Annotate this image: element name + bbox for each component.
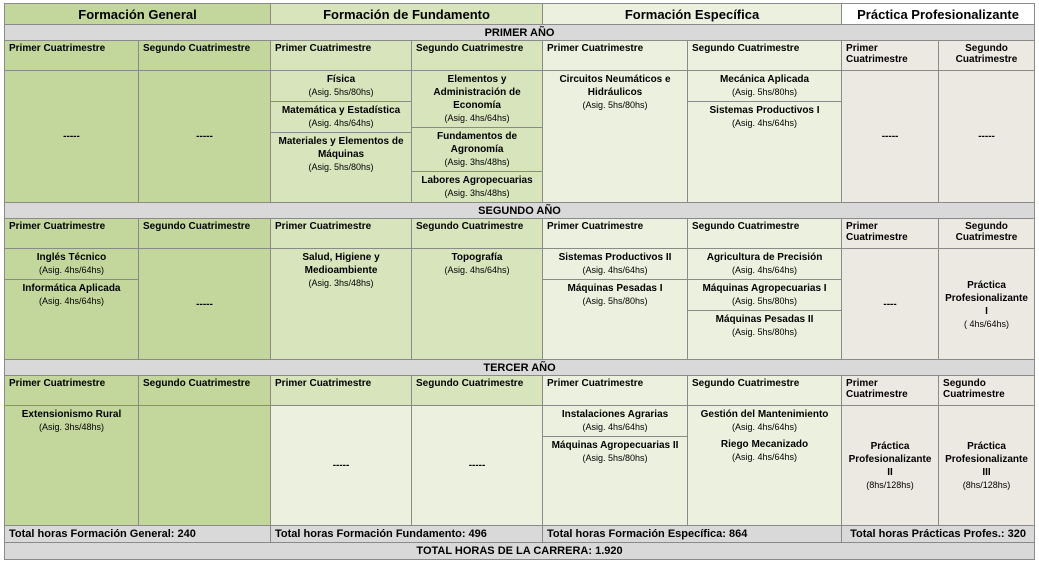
subject-hours: (Asig. 5hs/80hs) <box>582 100 648 110</box>
semester-label: Segundo Cuatrimestre <box>688 41 842 71</box>
subject-name: Física <box>326 74 356 85</box>
subjects-cell <box>543 249 688 360</box>
subject-hours: (Asig. 4hs/64hs) <box>582 265 648 275</box>
subject-hours: (Asig. 5hs/80hs) <box>732 327 798 337</box>
subject-hours: (Asig. 4hs/64hs) <box>38 296 105 306</box>
semester-row-tercer <box>5 376 1035 406</box>
semester-label-line: Cuatrimestre <box>943 389 1005 400</box>
subjects-cell <box>543 406 688 526</box>
semester-label: Primer Cuatrimestre <box>271 219 412 249</box>
semester-label <box>939 219 1035 249</box>
header-practica-profesionalizante: Práctica Profesionalizante <box>842 4 1035 25</box>
semester-label <box>842 41 939 71</box>
subject-name: Circuitos Neumáticos e Hidráulicos <box>559 74 671 98</box>
subject-item <box>5 280 138 310</box>
practica-line: Profesionalizante <box>945 454 1028 465</box>
practica-line: Práctica <box>967 441 1006 452</box>
year-label-segundo: SEGUNDO AÑO <box>5 203 1035 219</box>
subject-hours: (Asig. 4hs/64hs) <box>444 265 510 275</box>
empty-cell <box>139 406 271 526</box>
subject-hours: (Asig. 4hs/64hs) <box>732 452 798 462</box>
semester-label-line: Cuatrimestre <box>955 54 1018 65</box>
semester-label: Primer Cuatrimestre <box>271 376 412 406</box>
semester-label: Primer Cuatrimestre <box>543 376 688 406</box>
subjects-cell <box>5 406 139 526</box>
curriculum-table-container <box>4 3 1034 560</box>
practica-line: II <box>887 467 893 478</box>
subject-hours: (Asig. 4hs/64hs) <box>732 265 798 275</box>
subject-name: Materiales y Elementos de Máquinas <box>278 136 404 160</box>
empty-cell: ----- <box>842 71 939 203</box>
subject-item <box>688 249 841 280</box>
header-formacion-especifica: Formación Específica <box>543 4 842 25</box>
subject-item <box>688 280 841 311</box>
subject-item <box>412 172 542 202</box>
empty-cell: ----- <box>412 406 543 526</box>
practica-line: I <box>985 305 988 317</box>
practica-line: Práctica <box>967 279 1006 291</box>
subjects-row-primer <box>5 71 1035 203</box>
subject-item <box>543 280 687 310</box>
year-row-tercer <box>5 360 1035 376</box>
subjects-row-tercer <box>5 406 1035 526</box>
year-row-segundo <box>5 203 1035 219</box>
header-row <box>5 4 1035 25</box>
semester-label-line: Cuatrimestre <box>846 232 908 243</box>
semester-label: Primer Cuatrimestre <box>271 41 412 71</box>
subject-name: Informática Aplicada <box>22 283 121 294</box>
semester-label <box>939 41 1035 71</box>
subject-name: Matemática y Estadística <box>281 105 401 116</box>
subject-item <box>688 71 841 102</box>
subject-item <box>271 71 411 102</box>
subject-item <box>688 406 841 436</box>
subject-item <box>688 436 841 466</box>
subject-name: Labores Agropecuarias <box>421 175 533 186</box>
subject-item <box>543 249 687 280</box>
semester-label: Segundo Cuatrimestre <box>688 376 842 406</box>
subject-name: Inglés Técnico <box>36 252 107 263</box>
subjects-row-segundo <box>5 249 1035 360</box>
subject-item <box>412 249 542 279</box>
semester-label: Primer Cuatrimestre <box>5 41 139 71</box>
subject-hours: (Asig. 4hs/64hs) <box>582 422 648 432</box>
subject-name: Mecánica Aplicada <box>719 74 810 85</box>
semester-row-primer <box>5 41 1035 71</box>
subject-item <box>688 102 841 132</box>
semester-label-line: Primer <box>846 378 878 389</box>
semester-label <box>842 219 939 249</box>
semester-label-line: Primer <box>846 43 878 54</box>
subject-name: Fundamentos de Agronomía <box>437 131 518 155</box>
semester-label-line: Cuatrimestre <box>846 389 908 400</box>
subject-item <box>271 249 411 292</box>
semester-label: Segundo Cuatrimestre <box>412 41 543 71</box>
subject-hours: (Asig. 3hs/48hs) <box>308 278 374 288</box>
subject-hours: (Asig. 4hs/64hs) <box>308 118 374 128</box>
total-practicas: Total horas Prácticas Profes.: 320 <box>842 526 1035 543</box>
subject-hours: (Asig. 3hs/48hs) <box>38 422 105 432</box>
semester-label <box>842 376 939 406</box>
practica-line: Profesionalizante <box>848 454 932 465</box>
practica-hours: (8hs/128hs) <box>866 480 914 490</box>
semester-label-line: Cuatrimestre <box>846 54 908 65</box>
subject-hours: (Asig. 3hs/48hs) <box>444 157 510 167</box>
final-total-row <box>5 543 1035 560</box>
subject-name: Gestión del Mantenimiento <box>700 409 829 420</box>
subject-item <box>5 406 138 436</box>
semester-label: Segundo Cuatrimestre <box>139 376 271 406</box>
semester-label-line: Segundo <box>965 43 1008 54</box>
subjects-cell <box>688 249 842 360</box>
subjects-cell <box>543 71 688 203</box>
semester-label: Segundo Cuatrimestre <box>688 219 842 249</box>
subject-item <box>543 71 687 114</box>
subjects-cell <box>5 249 139 360</box>
subject-item <box>5 249 138 280</box>
subject-hours: (Asig. 5hs/80hs) <box>582 453 648 463</box>
subjects-cell <box>688 406 842 526</box>
subject-name: Riego Mecanizado <box>720 439 809 450</box>
subjects-cell <box>271 249 412 360</box>
empty-cell: ----- <box>139 249 271 360</box>
practica-line: III <box>982 467 991 478</box>
practica-line: Profesionalizante <box>945 292 1028 304</box>
subject-hours: (Asig. 5hs/80hs) <box>308 162 374 172</box>
header-formacion-general: Formación General <box>5 4 271 25</box>
semester-label-line: Primer <box>846 221 878 232</box>
semester-label-line: Cuatrimestre <box>955 232 1018 243</box>
subject-item <box>543 437 687 467</box>
semester-label: Primer Cuatrimestre <box>543 219 688 249</box>
semester-label: Segundo Cuatrimestre <box>139 41 271 71</box>
total-general: Total horas Formación General: 240 <box>5 526 271 543</box>
semester-label: Primer Cuatrimestre <box>5 219 139 249</box>
total-fundamento: Total horas Formación Fundamento: 496 <box>271 526 543 543</box>
semester-label: Segundo Cuatrimestre <box>412 219 543 249</box>
year-label-primer: PRIMER AÑO <box>5 25 1035 41</box>
semester-label: Primer Cuatrimestre <box>5 376 139 406</box>
subject-name: Máquinas Agropecuarias II <box>551 440 679 451</box>
header-formacion-fundamento: Formación de Fundamento <box>271 4 543 25</box>
subject-name: Agricultura de Precisión <box>706 252 823 263</box>
semester-label-line: Segundo <box>943 378 986 389</box>
semester-label: Segundo Cuatrimestre <box>412 376 543 406</box>
subject-hours: (Asig. 4hs/64hs) <box>38 265 105 275</box>
semester-label: Segundo Cuatrimestre <box>139 219 271 249</box>
semester-row-segundo <box>5 219 1035 249</box>
empty-cell: ----- <box>5 71 139 203</box>
subject-hours: (Asig. 4hs/64hs) <box>732 118 798 128</box>
practica-cell <box>842 406 939 526</box>
subject-item <box>688 311 841 341</box>
subject-item <box>271 133 411 176</box>
subjects-cell <box>688 71 842 203</box>
semester-label-line: Segundo <box>965 221 1008 232</box>
subjects-cell <box>271 71 412 203</box>
totals-row <box>5 526 1035 543</box>
practica-cell <box>939 406 1035 526</box>
curriculum-table <box>4 3 1035 560</box>
subjects-cell <box>412 71 543 203</box>
practica-line: Práctica <box>870 441 910 452</box>
subject-hours: (Asig. 3hs/48hs) <box>444 188 510 198</box>
empty-cell: ----- <box>271 406 412 526</box>
subject-hours: (Asig. 5hs/80hs) <box>582 296 648 306</box>
year-row-primer <box>5 25 1035 41</box>
total-carrera: TOTAL HORAS DE LA CARRERA: 1.920 <box>5 543 1035 560</box>
subject-item <box>412 71 542 128</box>
subject-name: Topografía <box>451 252 503 263</box>
empty-cell: ---- <box>842 249 939 360</box>
subject-item <box>543 406 687 437</box>
subject-name: Extensionismo Rural <box>21 409 122 420</box>
subject-name: Sistemas Productivos II <box>558 252 672 263</box>
subject-item <box>271 102 411 133</box>
subject-hours: (Asig. 4hs/64hs) <box>444 113 510 123</box>
subject-name: Máquinas Pesadas I <box>567 283 663 294</box>
practica-hours: (8hs/128hs) <box>962 480 1011 490</box>
empty-cell: ----- <box>139 71 271 203</box>
practica-cell <box>939 249 1035 360</box>
year-label-tercer: TERCER AÑO <box>5 360 1035 376</box>
subject-name: Instalaciones Agrarias <box>561 409 669 420</box>
subject-name: Elementos y Administración de Economía <box>433 74 521 111</box>
subject-hours: (Asig. 4hs/64hs) <box>732 422 798 432</box>
subject-name: Salud, Higiene y Medioambiente <box>302 252 380 276</box>
subject-name: Sistemas Productivos I <box>709 105 820 116</box>
subjects-cell <box>412 249 543 360</box>
total-especifica: Total horas Formación Específica: 864 <box>543 526 842 543</box>
semester-label <box>939 376 1035 406</box>
practica-hours: ( 4hs/64hs) <box>964 318 1010 329</box>
subject-item <box>412 128 542 172</box>
subject-name: Máquinas Agropecuarias I <box>702 283 827 294</box>
subject-hours: (Asig. 5hs/80hs) <box>732 296 798 306</box>
semester-label: Primer Cuatrimestre <box>543 41 688 71</box>
subject-hours: (Asig. 5hs/80hs) <box>732 87 798 97</box>
subject-hours: (Asig. 5hs/80hs) <box>308 87 374 97</box>
subject-name: Máquinas Pesadas II <box>715 314 814 325</box>
empty-cell: ----- <box>939 71 1035 203</box>
